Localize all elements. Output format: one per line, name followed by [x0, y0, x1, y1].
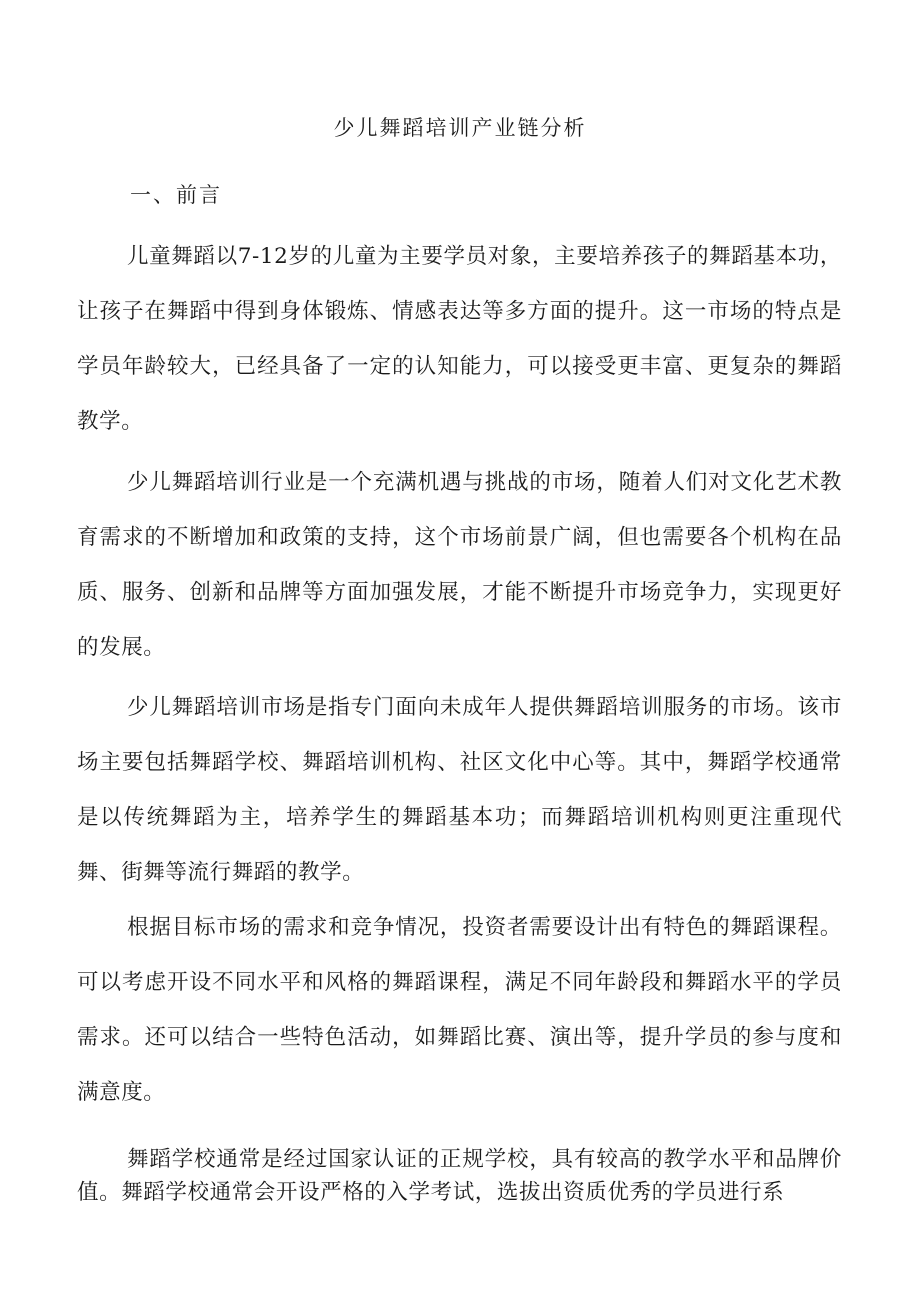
paragraph-3: 少儿舞蹈培训市场是指专门面向未成年人提供舞蹈培训服务的市场。该市场主要包括舞蹈学校、舞蹈培训机构、社区文化中心等。其中，舞蹈学校通常是以传统舞蹈为主，培养学生的舞蹈基本功；而舞蹈培训机构则更注重现代舞、街舞等流行舞蹈的教学。 — [77, 695, 842, 885]
paragraph-5: 舞蹈学校通常是经过国家认证的正规学校，具有较高的教学水平和品牌价值。舞蹈学校通常会开设严格的入学考试，选拔出资质优秀的学员进行系 — [77, 1147, 842, 1205]
paragraph-1: 儿童舞蹈以7-12岁的儿童为主要学员对象，主要培养孩子的舞蹈基本功，让孩子在舞蹈中得到身体锻炼、情感表达等多方面的提升。这一市场的特点是学员年龄较大，已经具备了一定的认知能力，可以接受更丰富、更复杂的舞蹈教学。 — [77, 244, 842, 434]
document-title: 少儿舞蹈培训产业链分析 — [333, 116, 587, 140]
paragraph-2: 少儿舞蹈培训行业是一个充满机遇与挑战的市场，随着人们对文化艺术教育需求的不断增加和政策的支持，这个市场前景广阔，但也需要各个机构在品质、服务、创新和品牌等方面加强发展，才能不断提升市场竞争力，实现更好的发展。 — [77, 470, 842, 660]
paragraph-4: 根据目标市场的需求和竞争情况，投资者需要设计出有特色的舞蹈课程。可以考虑开设不同水平和风格的舞蹈课程，满足不同年龄段和舞蹈水平的学员需求。还可以结合一些特色活动，如舞蹈比赛、演出等，提升学员的参与度和满意度。 — [77, 915, 842, 1105]
section-heading: 一、前言 — [130, 183, 222, 207]
